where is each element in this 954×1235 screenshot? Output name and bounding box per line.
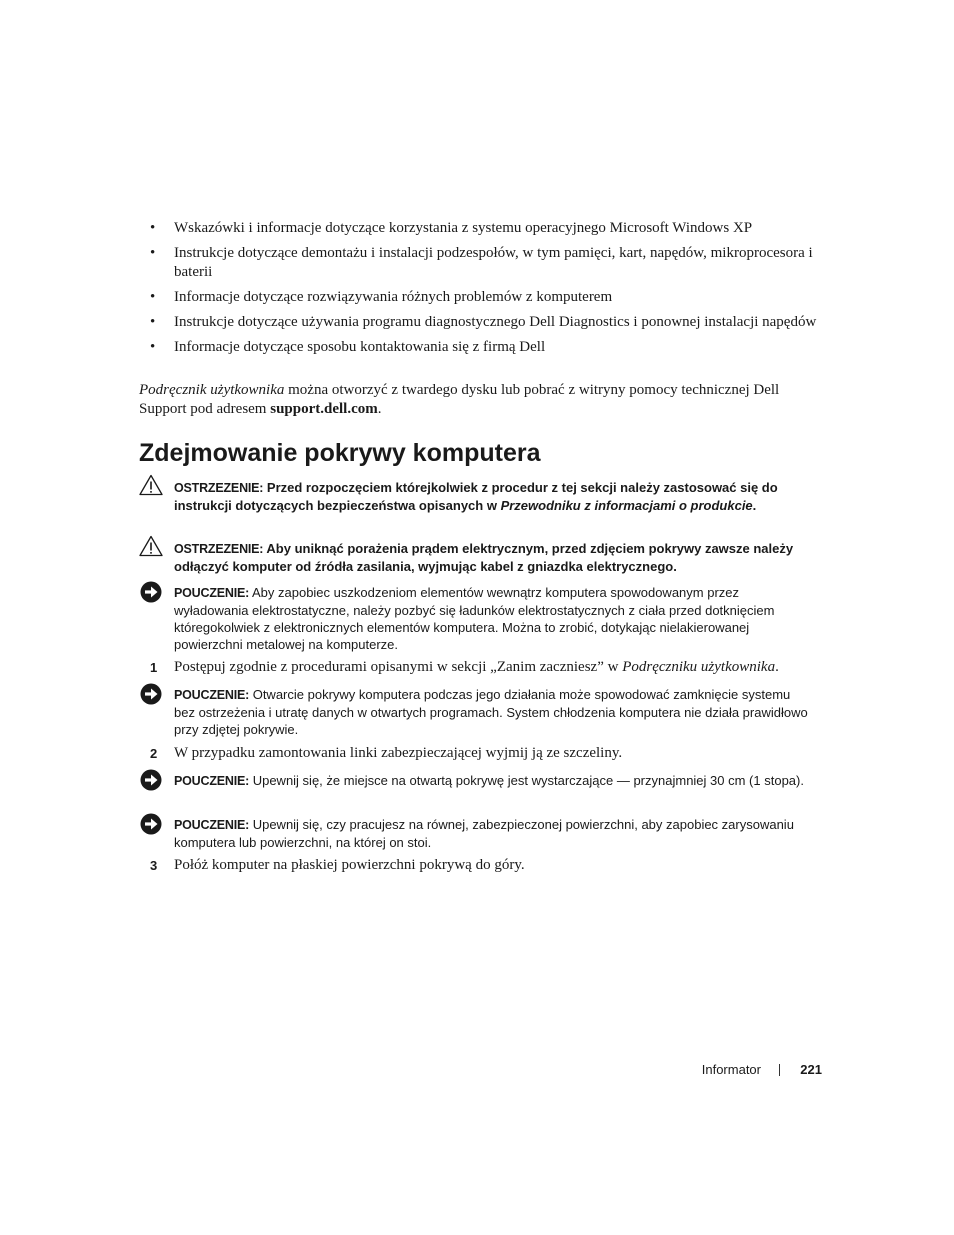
step-item: 2 W przypadku zamontowania linki zabezpieczającej wyjmij ją ze szczeliny. [150,745,623,761]
notice-text: POUCZENIE: Upewnij się, że miejsce na otwartą pokrywę jest wystarczające — przynajmniej 30 cm (1 stopa). [174,773,804,788]
notice-block [139,769,819,807]
warning-text: OSTRZEZENIE: Przed rozpoczęciem którejkolwiek z procedur z tej sekcji należy zastosować się do instrukcji dotyczących bezpieczeństwa opisanych w Przewodniku z informacjami o produkcie. [174,480,778,513]
page-number: 221 [800,1062,822,1077]
notice-block [139,581,819,653]
notice-block [139,683,819,739]
feature-bullet-list [148,219,828,363]
step-item: 3 Połóż komputer na płaskiej powierzchni pokrywą do góry. [150,857,525,873]
list-item: • Wskazówki i informacje dotyczące korzystania z systemu operacyjnego Microsoft Windows XP [150,220,753,236]
support-link[interactable]: support.dell.com [270,401,378,417]
footer-title: Informator [701,1062,761,1077]
notice-text: POUCZENIE: Aby zapobiec uszkodzeniom elementów wewnątrz komputera spowodowanym przez wyładowania elektrostatyczne, należy pozbyć się ładunków elektrostatycznych z ciała przed dotknięciem któregokolwiek z elektronicznych elementów komputera. Można to zrobić, dotykając nielakierowanej powierzchni metalowej na komputerze. [174,585,775,652]
notice-text: POUCZENIE: Upewnij się, czy pracujesz na równej, zabezpieczonej powierzchni, aby zapobiec zarysowaniu komputera lub powierzchni, na której on stoi. [174,817,794,850]
notice-arrow-icon [139,769,163,791]
list-item: • Informacje dotyczące rozwiązywania różnych problemów z komputerem [150,289,613,305]
warning-text: OSTRZEZENIE: Aby uniknąć porażenia prądem elektrycznym, przed zdjęciem pokrywy zawsze należy odłączyć komputer od źródła zasilania, wyjmując kabel z gniazdka elektrycznego. [174,541,794,574]
list-item: • Informacje dotyczące sposobu kontaktowania się z firmą Dell [150,339,546,355]
section-heading: Zdejmowanie pokrywy komputera [139,439,541,467]
step-item: 1 Postępuj zgodnie z procedurami opisanymi w sekcji „Zanim zaczniesz” w Podręczniku użytkownika. [150,659,779,675]
warning-block [139,474,819,530]
notice-text: POUCZENIE: Otwarcie pokrywy komputera podczas jego działania może spowodować zamknięcie systemu bez ostrzeżenia i utratę danych w otwartych programach. System chłodzenia komputera nie działa prawidłowo przy zdjętej pokrywie. [174,687,808,737]
warning-triangle-icon [139,474,163,496]
list-item: • Instrukcje dotyczące używania programu diagnostycznego Dell Diagnostics i ponownej instalacji napędów [150,314,817,330]
notice-arrow-icon [139,581,163,603]
list-item: • Instrukcje dotyczące demontażu i instalacji podzespołów, w tym pamięci, kart, napędów, mikroprocesora i baterii [150,245,813,280]
warning-triangle-icon [139,535,163,557]
footer-divider [779,1064,780,1076]
notice-block [139,813,819,851]
warning-block [139,535,819,575]
user-guide-paragraph: Podręcznik użytkownika można otworzyć z twardego dysku lub pobrać z witryny pomocy technicznej Dell Support pod adresem support.dell.com. [139,382,780,417]
notice-arrow-icon [139,683,163,705]
notice-arrow-icon [139,813,163,835]
